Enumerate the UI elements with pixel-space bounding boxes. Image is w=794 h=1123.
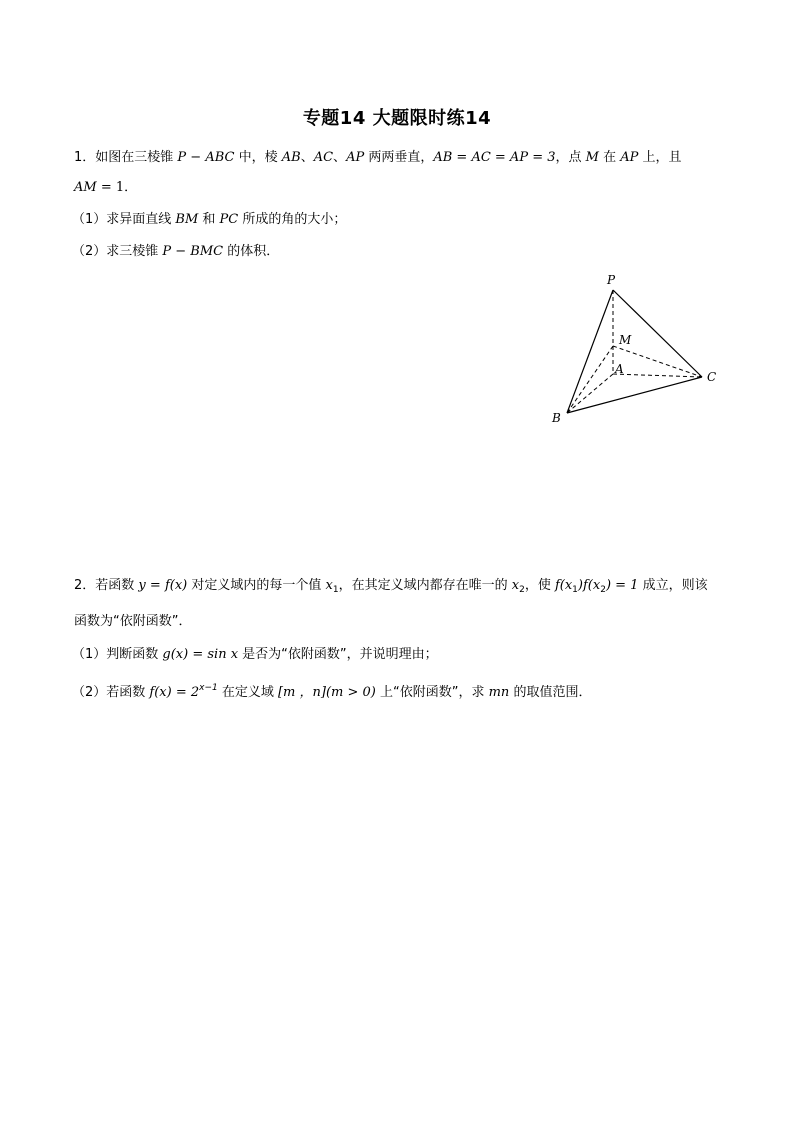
label-m: M <box>619 333 632 347</box>
q1-text: 如图在三棱锥 <box>95 150 178 165</box>
q1-text: 中，棱 <box>234 150 282 165</box>
q2-text: ，在其定义域内都存在唯一的 <box>338 578 512 593</box>
label-c: C <box>707 370 717 384</box>
edge-ac-dashed <box>613 374 702 377</box>
q1-part-1-suffix: 所成的角的大小； <box>238 212 347 227</box>
q2-part-2-prefix: （2）若函数 <box>72 685 150 700</box>
label-a: A <box>615 362 624 376</box>
q1-math-am: AM <box>74 180 97 195</box>
q1-math-pabc: P − ABC <box>177 150 235 165</box>
q2-math-interval: [m ，n](m > 0) <box>277 685 376 700</box>
q2-math-prod: (x <box>559 578 573 593</box>
q1-text: 两两垂直， <box>364 150 434 165</box>
q2-math-prod: f <box>554 578 560 593</box>
q1-part-1 <box>72 208 346 227</box>
q1-math-pc: PC <box>219 212 239 227</box>
q1-text: 在 <box>598 150 621 165</box>
q1-part-2-suffix: 的体积． <box>223 244 280 259</box>
q2-text: 对定义域内的每一个值 <box>187 578 326 593</box>
q1-part-1-mid: 和 <box>198 212 220 227</box>
q2-math-prod: f <box>582 578 588 593</box>
q2-text: 成立，则该 <box>638 578 708 593</box>
q2-math-f-arg: (x) = 2 <box>154 685 200 700</box>
page-title: 专题14 大题限时练14 <box>302 108 492 129</box>
q2-math-prod: ) = 1 <box>605 578 639 593</box>
q1-math-bm: BM <box>175 212 199 227</box>
q2-part-2-suffix: 的取值范围． <box>509 685 592 700</box>
q1-part-2 <box>72 240 279 259</box>
q2-math-f: f <box>149 685 155 700</box>
q2-line-1 <box>74 574 708 595</box>
q1-math-pbmc: P − BMC <box>162 244 224 259</box>
q2-math-prod-sub: 1 <box>572 585 578 595</box>
q1-text: ． <box>124 180 138 195</box>
q1-math-am-eq: = 1 <box>96 180 125 195</box>
label-p: P <box>607 273 616 287</box>
q1-text: ，点 <box>555 150 586 165</box>
q1-math-m: M <box>585 150 599 165</box>
q2-math-g-arg: (x) = sin x <box>170 647 239 662</box>
q2-math-x2: x <box>511 578 520 593</box>
q2-math-f: f <box>164 578 170 593</box>
pyramid-figure <box>545 268 735 438</box>
q2-part-2 <box>72 681 591 700</box>
q2-math-f-exp: x−1 <box>199 683 218 693</box>
q2-text: ，使 <box>524 578 555 593</box>
q2-math-prod: (x <box>587 578 601 593</box>
q2-math-prod: ) <box>577 578 583 593</box>
q2-number: 2． <box>74 578 96 593</box>
segment-mc-dashed <box>613 346 702 377</box>
q2-line-2: 函数为“依附函数”． <box>74 614 192 629</box>
q1-text: 上，且 <box>638 150 682 165</box>
q2-math-x1: x <box>325 578 333 593</box>
q2-math-eq: = <box>145 578 165 593</box>
q2-part-2-mid: 在定义域 <box>217 685 278 700</box>
q1-math-eq: AB = AC = AP = 3 <box>433 150 556 165</box>
q2-math-x2-sub: 2 <box>519 585 525 595</box>
q1-math-ab: AB <box>281 150 301 165</box>
q2-math-prod-sub: 2 <box>600 585 606 595</box>
label-b: B <box>552 411 561 425</box>
q2-math-x1-sub: 1 <box>332 585 339 595</box>
q1-math-ap2: AP <box>620 150 639 165</box>
q1-number: 1． <box>74 150 96 165</box>
q2-text: 若函数 <box>95 578 139 593</box>
q2-math-g: g <box>162 647 171 662</box>
edge-pb <box>567 290 613 413</box>
q2-math-mn: mn <box>488 685 510 700</box>
q2-part-1 <box>72 643 438 662</box>
q1-math-ap: AP <box>346 150 365 165</box>
q2-part-1-suffix: 是否为“依附函数”，并说明理由； <box>238 647 438 662</box>
q2-math-y: y <box>138 578 146 593</box>
q2-part-2-mid: 上“依附函数”，求 <box>375 685 489 700</box>
edge-bc <box>567 377 702 413</box>
q1-line-2 <box>74 176 137 195</box>
q1-line-1 <box>74 146 682 165</box>
q1-part-2-prefix: （2）求三棱锥 <box>72 244 163 259</box>
q1-text: 、 <box>300 150 314 165</box>
q2-math-fx-arg: (x) <box>169 578 188 593</box>
q1-math-ac: AC <box>313 150 334 165</box>
q1-text: 、 <box>333 150 347 165</box>
q1-part-1-prefix: （1）求异面直线 <box>72 212 176 227</box>
q2-part-1-prefix: （1）判断函数 <box>72 647 163 662</box>
